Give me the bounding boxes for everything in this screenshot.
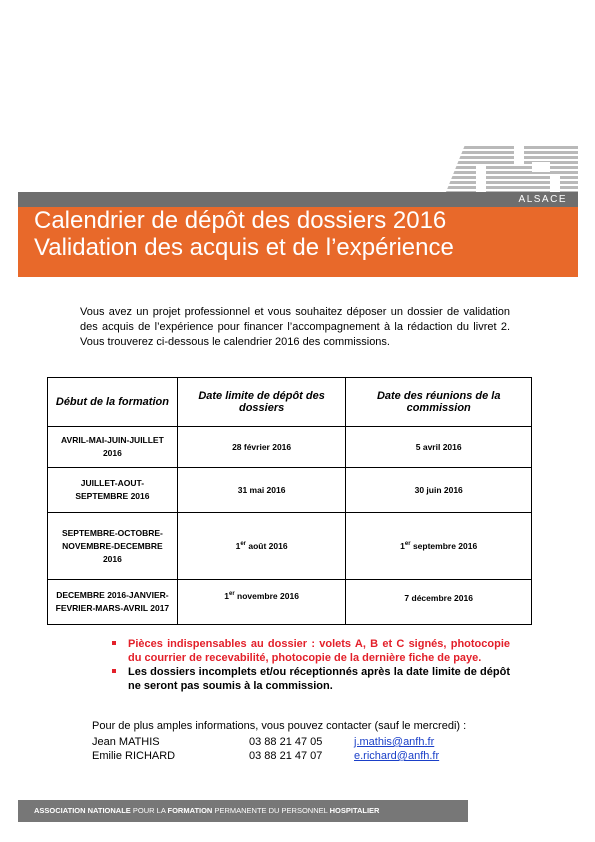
table-cell: 31 mai 2016 [177,468,346,513]
page-title: Calendrier de dépôt des dossiers 2016 [34,207,447,234]
page-subtitle: Validation des acquis et de l’expérience [34,234,454,261]
table-cell: JUILLET-AOUT-SEPTEMBRE 2016 [48,468,178,513]
contact-name: Jean MATHIS [92,736,160,748]
column-header: Début de la formation [48,378,178,427]
table-cell: 1er novembre 2016 [177,580,346,625]
table-cell: SEPTEMBRE-OCTOBRE-NOVEMBRE-DECEMBRE 2016 [48,513,178,580]
contact-intro: Pour de plus amples informations, vous pouvez contacter (sauf le mercredi) : [92,720,467,732]
table-row [48,513,532,580]
list-item: Pièces indispensables au dossier : volets A, B et C signés, photocopie du courrier de recevabilité, photocopie de la dernière fiche de paye. [110,637,510,665]
table-row [48,427,532,468]
table-row [48,580,532,625]
region-label: ALSACE [518,194,567,205]
requirements-list [110,637,510,693]
header-grey-bar [18,192,578,207]
intro-paragraph: Vous avez un projet professionnel et vous souhaitez déposer un dossier de validation des acquis de l’expérience pour financer l’accompagnement à la rédaction du livret 2. Vous trouverez ci-dessous le calendrier 2016 des commissions. [80,306,510,348]
table-cell: AVRIL-MAI-JUIN-JUILLET 2016 [48,427,178,468]
table-cell: 30 juin 2016 [346,468,532,513]
table-cell: 7 décembre 2016 [346,580,532,625]
column-header: Date limite de dépôt des dossiers [177,378,346,427]
table-cell: 1er septembre 2016 [346,513,532,580]
footer-bar: ASSOCIATION NATIONALE POUR LA FORMATION PERMANENTE DU PERSONNEL HOSPITALIER [18,800,468,822]
list-item: Les dossiers incomplets et/ou réceptionnés après la date limite de dépôt ne seront pas soumis à la commission. [110,665,510,693]
anfh-logo [446,146,578,192]
contact-phone: 03 88 21 47 07 [249,750,323,762]
table-cell: 1er août 2016 [177,513,346,580]
column-header: Date des réunions de la commission [346,378,532,427]
contact-email-link[interactable]: e.richard@anfh.fr [354,750,440,762]
table-cell: DECEMBRE 2016-JANVIER-FEVRIER-MARS-AVRIL 2017 [48,580,178,625]
contact-phone: 03 88 21 47 05 [249,736,323,748]
table-row [48,468,532,513]
table-cell: 28 février 2016 [177,427,346,468]
table-cell: 5 avril 2016 [346,427,532,468]
contact-email-link[interactable]: j.mathis@anfh.fr [354,736,435,748]
contact-name: Emilie RICHARD [92,750,176,762]
calendar-table [47,377,532,625]
table-header-row [48,378,532,427]
